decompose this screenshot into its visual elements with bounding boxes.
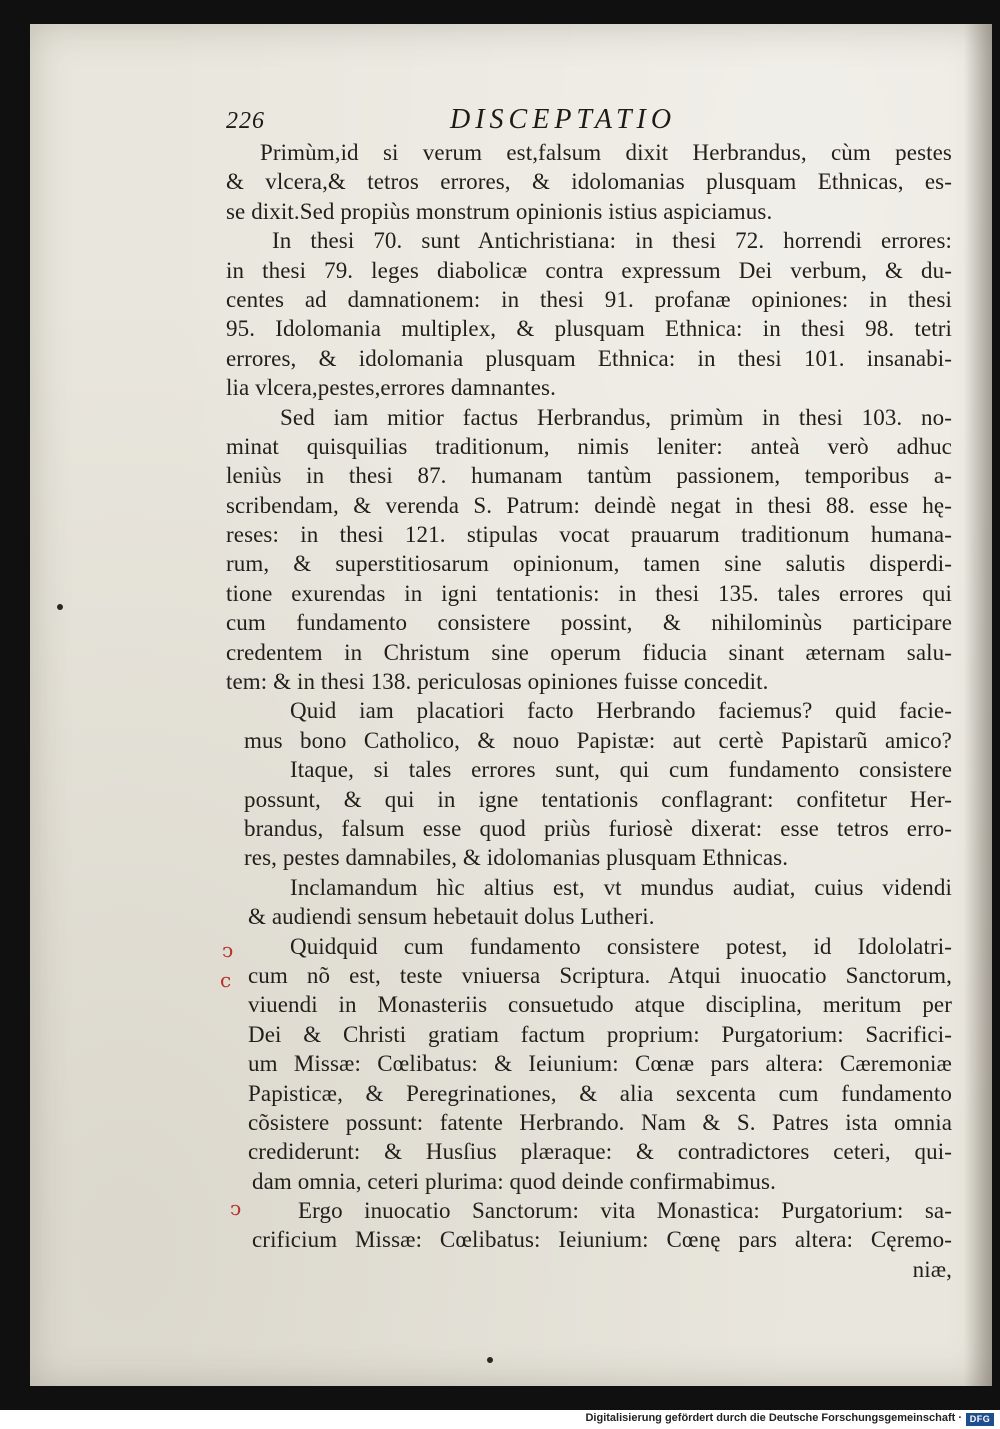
dfg-logo: DFG — [966, 1413, 994, 1426]
text-line: crediderunt: & Husſius plæraque: & contradictores ceteri, qui- — [248, 1139, 952, 1165]
text-line: cum fundamento consistere possint, & nihilominùs participare — [226, 610, 952, 636]
text-line: & vlcera,& tetros errores, & idolomanias plusquam Ethnicas, es- — [226, 169, 952, 195]
text-line: & audiendi sensum hebetauit dolus Lutheri. — [248, 904, 655, 930]
text-line: leniùs in thesi 87. humanam tantùm passionem, temporibus a- — [226, 463, 952, 489]
text-line: Papisticæ, & Peregrinationes, & alia sexcenta cum fundamento — [248, 1080, 952, 1106]
text-line: dam omnia, ceteri plurima: quod deinde confirmabimus. — [252, 1168, 776, 1194]
text-line: crificium Missæ: Cœlibatus: Ieiunium: Cœnę pars altera: Cęremo- — [252, 1227, 952, 1253]
text-line: niæ, — [912, 1256, 952, 1282]
text-line: brandus, falsum esse quod priùs furiosè dixerat: esse tetros erro- — [244, 815, 952, 841]
text-line: se dixit.Sed propiùs monstrum opinionis istius aspiciamus. — [226, 198, 773, 224]
text-line: mus bono Catholico, & nouo Papistæ: aut certè Papistarũ amico? — [244, 727, 952, 753]
footer-credit: Digitalisierung gefördert durch die Deutsche Forschungsgemeinschaft · — [585, 1412, 962, 1424]
body-text — [226, 138, 952, 1284]
text-line: errores, & idolomania plusquam Ethnica: in thesi 101. insanabi- — [226, 345, 952, 371]
text-line: reses: in thesi 121. stipulas vocat prauarum traditionum humana- — [226, 522, 952, 548]
text-line: res, pestes damnabiles, & idolomanias plusquam Ethnicas. — [244, 845, 789, 871]
text-line: scribendam, & verenda S. Patrum: deindè negat in thesi 88. esse hę- — [226, 492, 952, 518]
margin-annotation-mark: c — [220, 968, 232, 992]
text-line: tem: & in thesi 138. periculosas opiniones fuisse concedit. — [226, 669, 769, 695]
text-line: Quid iam placatiori facto Herbrando faciemus? quid facie- — [290, 698, 952, 724]
text-line: 95. Idolomania multiplex, & plusquam Ethnica: in thesi 98. tetri — [226, 316, 952, 342]
text-line: Inclamandum hìc altius est, vt mundus audiat, cuius videndi — [290, 874, 952, 900]
page-number: 226 — [226, 108, 265, 134]
text-line: viuendi in Monasteriis consuetudo atque disciplina, meritum per — [248, 992, 952, 1018]
running-head — [226, 104, 726, 138]
text-line: Dei & Christi gratiam factum proprium: Purgatorium: Sacrifici- — [248, 1021, 952, 1047]
text-line: in thesi 79. leges diabolicæ contra expressum Dei verbum, & du- — [226, 257, 952, 283]
margin-annotation-mark: ↄ — [222, 938, 234, 962]
text-line: minat quisquilias traditionum, nimis leniter: anteà verò adhuc — [226, 433, 952, 459]
text-line: credentem in Christum sine operum fiducia sinant æternam salu- — [226, 639, 952, 665]
text-line: cõsistere possunt: fatente Herbrando. Nam & S. Patres ista omnia — [248, 1109, 952, 1135]
digitization-footer — [0, 1410, 1000, 1429]
margin-annotation-mark: ↄ — [230, 1196, 242, 1220]
bottom-ink-dot — [487, 1357, 493, 1363]
text-line: Ergo inuocatio Sanctorum: vita Monastica: Purgatorium: sa- — [298, 1198, 952, 1224]
text-line: Itaque, si tales errores sunt, qui cum fundamento consistere — [290, 757, 952, 783]
text-line: rum, & superstitiosarum opinionum, tamen sine salutis disperdi- — [226, 551, 952, 577]
running-title: DISCEPTATIO — [450, 104, 677, 135]
text-line: centes ad damnationem: in thesi 91. profanæ opiniones: in thesi — [226, 286, 952, 312]
text-line: Sed iam mitior factus Herbrandus, primùm in thesi 103. no- — [280, 404, 952, 430]
text-line: tione exurendas in igni tentationis: in thesi 135. tales errores qui — [226, 580, 952, 606]
text-line: possunt, & qui in igne tentationis conflagrant: confitetur Her- — [244, 786, 952, 812]
page-gutter-shadow — [964, 24, 992, 1386]
text-line: um Missæ: Cœlibatus: & Ieiunium: Cœnæ pars altera: Cæremoniæ — [248, 1051, 952, 1077]
margin-ink-dot — [57, 604, 63, 610]
text-line: Primùm,id si verum est,falsum dixit Herbrandus, cùm pestes — [260, 140, 952, 165]
text-line: lia vlcera,pestes,errores damnantes. — [226, 375, 556, 401]
text-line: cum nõ est, teste vniuersa Scriptura. Atqui inuocatio Sanctorum, — [248, 962, 952, 988]
text-line: In thesi 70. sunt Antichristiana: in thesi 72. horrendi errores: — [272, 228, 952, 254]
text-line: Quidquid cum fundamento consistere potest, id Idololatri- — [290, 933, 952, 959]
